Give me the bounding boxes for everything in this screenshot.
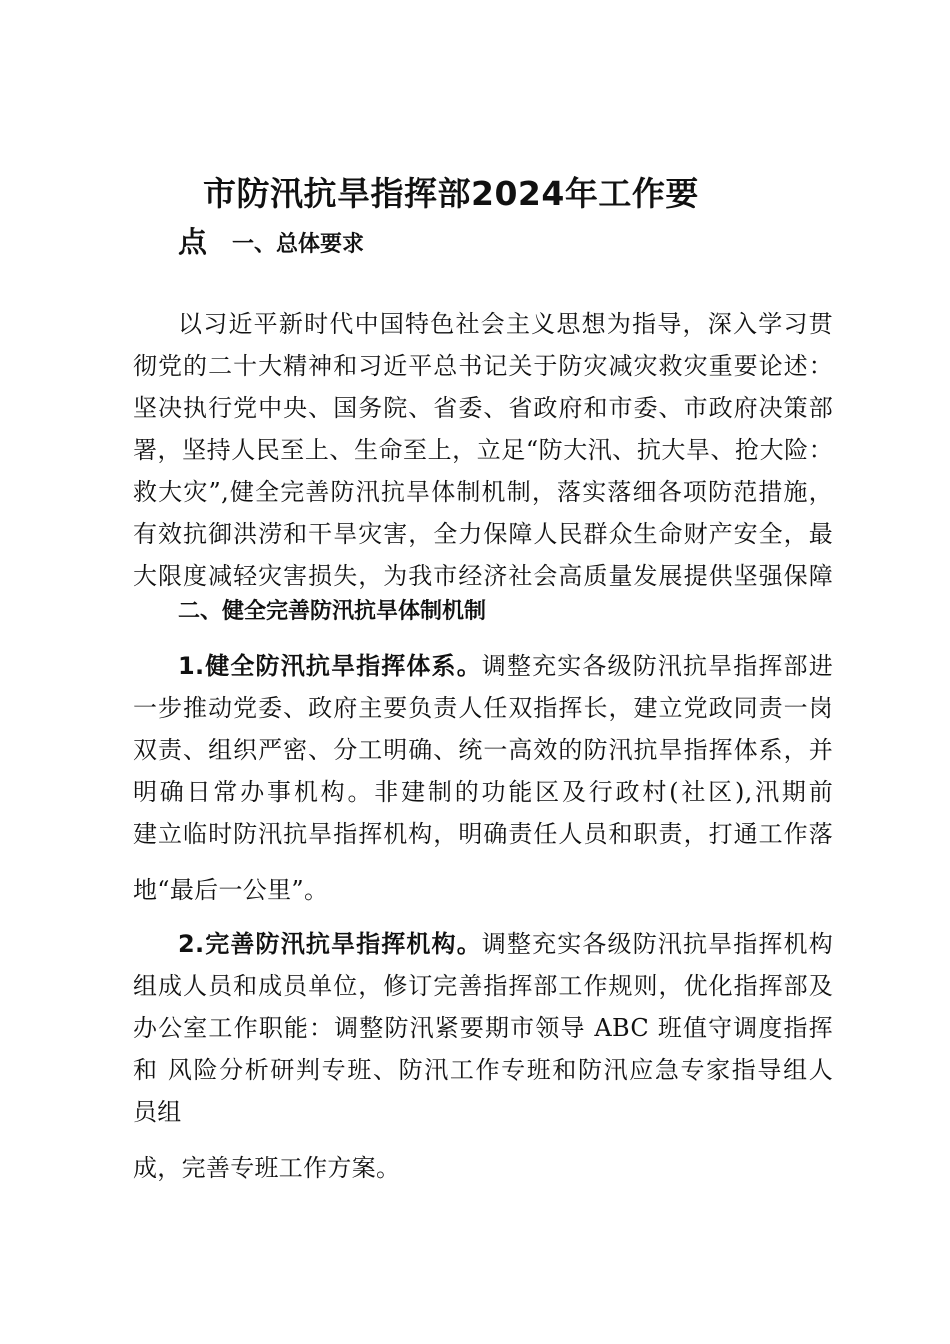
paragraph-line: 组成人员和成员单位，修订完善指挥部工作规则，优化指挥部及 [133,972,833,1000]
paragraph-line: 办公室工作职能：调整防汛紧要期市领导 ABC 班值守调度指挥 [133,1014,833,1042]
paragraph-line: 一步推动党委、政府主要负责人任双指挥长，建立党政同责一岗 [133,694,833,722]
paragraph-line: 彻党的二十大精神和习近平总书记关于防灾减灾救灾重要论述： [133,352,833,380]
paragraph-line: 地“最后一公里”。 [133,876,329,904]
paragraph-line: 员组 [133,1098,182,1126]
paragraph-line: 双责、组织严密、分工明确、统一高效的防汛抗旱指挥体系，并 [133,736,833,764]
item-lead-text: 1.健全防汛抗旱指挥体系。 [178,652,482,680]
item-lead-text: 2.完善防汛抗旱指挥机构。 [178,930,482,958]
paragraph-line: 和 风险分析研判专班、防汛工作专班和防汛应急专家指导组人 [133,1056,833,1084]
item-first-line [178,924,833,959]
paragraph-line: 建立临时防汛抗旱指挥机构，明确责任人员和职责，打通工作落 [133,820,833,848]
paragraph-line: 救大灾”,健全完善防汛抗旱体制机制，落实落细各项防范措施， [133,478,833,506]
paragraph-line: 明确日常办事机构。非建制的功能区及行政村(社区),汛期前 [133,778,833,806]
paragraph-line: 署，坚持人民至上、生命至上，立足“防大汛、抗大旱、抢大险： [133,436,833,464]
paragraph-line: 坚决执行党中央、国务院、省委、省政府和市委、市政府决策部 [133,394,833,422]
item-text: 调整充实各级防汛抗旱指挥机构 [481,930,833,958]
item-first-line [178,646,833,681]
document-title: 市防汛抗旱指挥部2024年工作要 [203,174,699,213]
section-heading-mechanism: 二、健全完善防汛抗旱体制机制 [178,599,487,624]
paragraph-line: 有效抗御洪涝和干旱灾害，全力保障人民群众生命财产安全，最 [133,520,833,548]
section-heading-general-requirements: 一、总体要求 [232,232,365,257]
paragraph-line: 以习近平新时代中国特色社会主义思想为指导，深入学习贯 [178,310,833,338]
item-text: 调整充实各级防汛抗旱指挥部进 [481,652,833,680]
document-title-continued: 点 [178,225,208,259]
paragraph-line: 成，完善专班工作方案。 [133,1154,401,1182]
paragraph-line: 大限度减轻灾害损失，为我市经济社会高质量发展提供坚强保障 [133,562,833,590]
